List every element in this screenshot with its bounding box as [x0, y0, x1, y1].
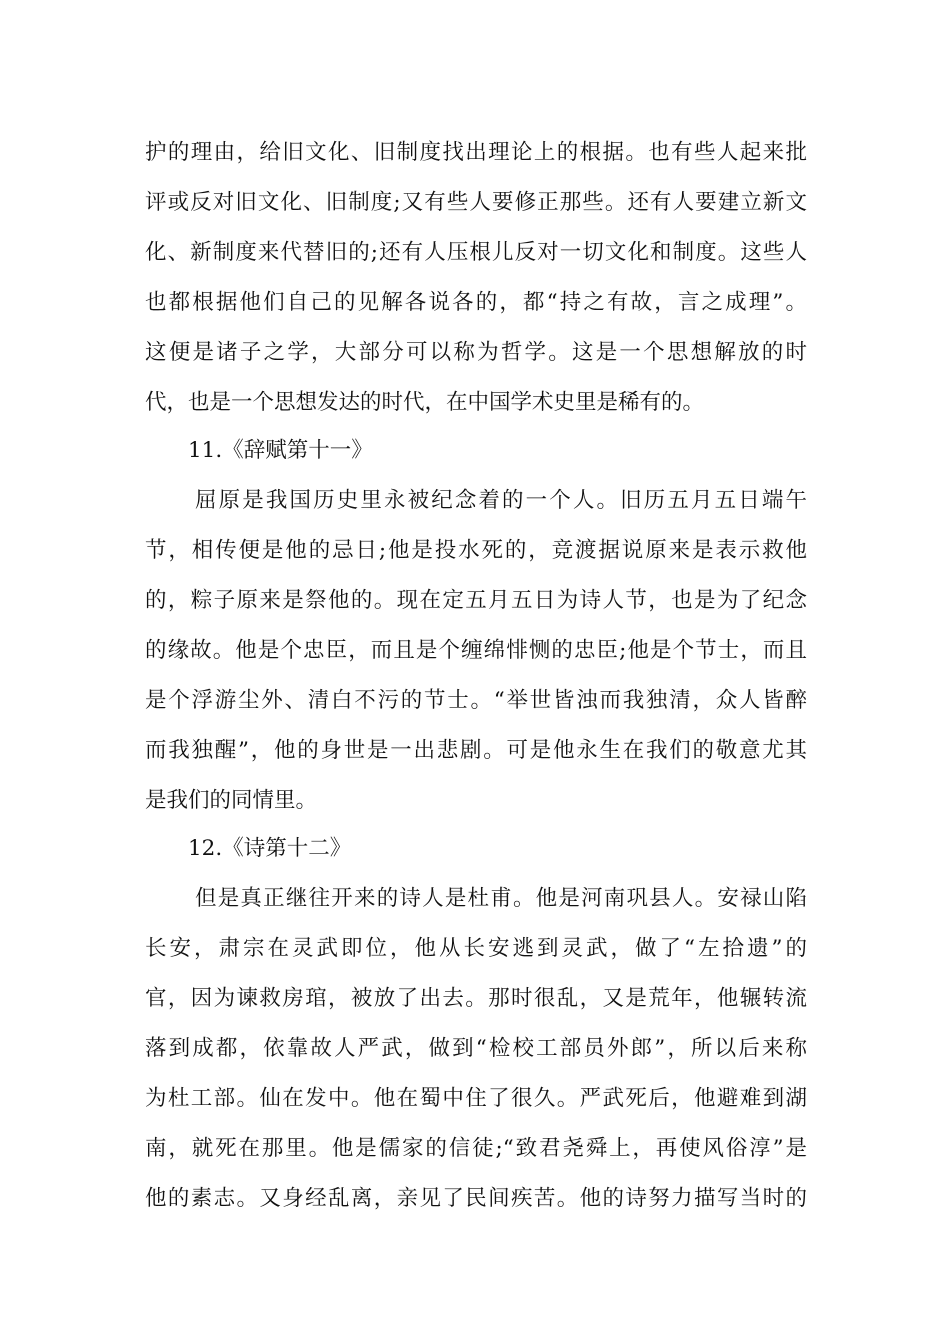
text-line: 化、新制度来代替旧的;还有人压根儿反对一切文化和制度。这些人: [145, 240, 807, 265]
text-line: 评或反对旧文化、旧制度;又有些人要修正那些。还有人要建立新文: [145, 190, 807, 215]
text-line: 是我们的同情里。: [145, 788, 318, 813]
section-heading-12: 12.《诗第十二》: [188, 836, 352, 861]
text-line: 长安，肃宗在灵武即位，他从长安逃到灵武，做了“左拾遗”的: [145, 936, 807, 961]
text-line: 屈原是我国历史里永被纪念着的一个人。旧历五月五日端午: [195, 488, 807, 513]
section-heading-11: 11.《辞赋第十一》: [188, 438, 373, 463]
text-line: 落到成都，依靠故人严武，做到“检校工部员外郎”，所以后来称: [145, 1036, 807, 1061]
text-line: 节，相传便是他的忌日;他是投水死的，竞渡据说原来是表示救他: [145, 538, 807, 563]
text-line: 但是真正继往开来的诗人是杜甫。他是河南巩县人。安禄山陷: [195, 886, 807, 911]
text-line: 而我独醒”，他的身世是一出悲剧。可是他永生在我们的敬意尤其: [145, 738, 807, 763]
text-line: 护的理由，给旧文化、旧制度找出理论上的根据。也有些人起来批: [145, 140, 807, 165]
text-line: 官，因为谏救房琯，被放了出去。那时很乱，又是荒年，他辗转流: [145, 986, 807, 1011]
text-line: 为杜工部。仙在发中。他在蜀中住了很久。严武死后，他避难到湖: [145, 1086, 807, 1111]
text-line: 的，粽子原来是祭他的。现在定五月五日为诗人节，也是为了纪念: [145, 588, 807, 613]
text-line: 代，也是一个思想发达的时代，在中国学术史里是稀有的。: [145, 390, 705, 415]
text-line: 这便是诸子之学，大部分可以称为哲学。这是一个思想解放的时: [145, 340, 807, 365]
text-line: 是个浮游尘外、清白不污的节士。“举世皆浊而我独清，众人皆醉: [145, 688, 807, 713]
text-line: 他的素志。又身经乱离，亲见了民间疾苦。他的诗努力描写当时的: [145, 1186, 807, 1211]
text-line: 的缘故。他是个忠臣，而且是个缠绵悱恻的忠臣;他是个节士，而且: [145, 638, 807, 663]
text-line: 也都根据他们自己的见解各说各的，都“持之有故，言之成理”。: [145, 290, 807, 315]
text-line: 南，就死在那里。他是儒家的信徒;“致君尧舜上，再使风俗淳”是: [145, 1136, 807, 1161]
